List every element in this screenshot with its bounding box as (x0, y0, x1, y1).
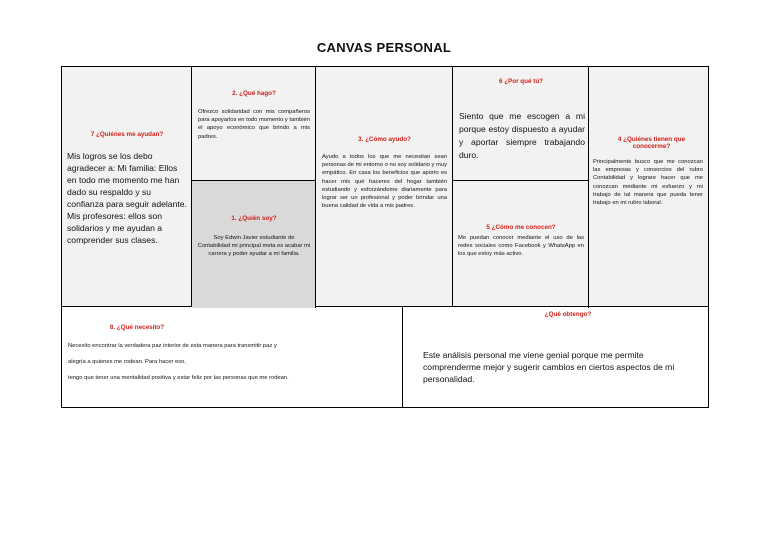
heading-que-obtengo: ¿Qué obtengo? (544, 311, 592, 318)
cell-como-ayudo (316, 67, 453, 306)
canvas-grid (61, 66, 709, 307)
cell-quienes-conocerme (589, 67, 708, 306)
heading-como-me-conocen: 5 ¿Cómo me conocen? (486, 224, 556, 231)
text-que-necesito-2: alegría a quienes me rodean. Para hacer eso, (68, 359, 186, 365)
heading-como-ayudo: 3. ¿Cómo ayudo? (358, 136, 411, 143)
cell-por-que-tu (453, 67, 589, 181)
heading-quienes-conocerme: 4 ¿Quiénes tienen que conocerme? (617, 136, 686, 150)
text-por-que-tu: Siento que me escogen a mi porque estoy dispuesto a ayudar y aportar siempre trabajando duro. (459, 111, 585, 160)
cell-quienes-me-ayudan (62, 67, 192, 306)
cell-quien-soy (192, 181, 316, 308)
text-quienes-conocerme: Principalmente busco que me conozcan las empresas y consorcios del rubro Contabilidad y lograre hacer que me conozcan mediante mi esfuerzo y mi trabajo de tal manera que pueda tener trabajo en mi rubro laboral. (593, 159, 703, 207)
text-quienes-me-ayudan: Mis logros se los debo agradecer a: Mi familia: Ellos en todo me momento me han dado su respaldo y su confianza para seguir adelante. Mis profesores: ellos son solidarios y me ayudan a comprender sus clases. (67, 151, 187, 245)
cell-como-me-conocen (453, 181, 589, 308)
heading-que-hago: 2. ¿Qué hago? (232, 90, 276, 97)
text-que-necesito-1: Necesito encontrar la verdadera paz interior de esta manera para transmitir paz y (68, 343, 277, 349)
text-como-me-conocen: Me puedan conocer mediante el uso de las redes sociales como Facebook y WhatsApp en los que estoy más activo. (458, 235, 584, 258)
heading-que-necesito: 8. ¿Qué necesito? (109, 324, 165, 331)
heading-quien-soy: 1. ¿Quién soy? (231, 215, 277, 222)
text-como-ayudo: Ayudo a todos los que me necesitan sean personas de mi entorno o no soy solidario y muy empático. En casa los beneficios que aporto es hacer mis qué haceres del hogar también estudiando y esforzándome diariamente para lograr ser un profesional y poder brindar una buena calidad de vida a mis padres. (322, 154, 447, 210)
cell-que-necesito (62, 307, 403, 407)
page-title: CANVAS PERSONAL (316, 40, 452, 55)
text-que-obtengo: Este análisis personal me viene genial porque me permite comprenderme mejor y sugerir cambios en ciertos aspectos de mi personalidad. (423, 350, 675, 384)
cell-que-obtengo (403, 307, 708, 407)
text-quien-soy: Soy Edwin Javier estudiante de Contabilidad mi principal meta es acabar mi carrera y poder ayudar a mi familia. (197, 235, 311, 258)
heading-quienes-me-ayudan: 7 ¿Quiénes me ayudan? (90, 131, 164, 138)
canvas-bottom-row (61, 307, 709, 408)
cell-que-hago (192, 67, 316, 181)
heading-por-que-tu: 6 ¿Por qué tú? (498, 78, 544, 85)
text-que-hago: Ofrezco solidaridad con mis compañeros para apoyarlos en todo momento y también el apoyo económico que brindo a mis padres. (198, 109, 310, 140)
text-que-necesito-3: tengo que tener una mentalidad positiva y estar feliz por las personas que me rodean. (68, 375, 289, 381)
